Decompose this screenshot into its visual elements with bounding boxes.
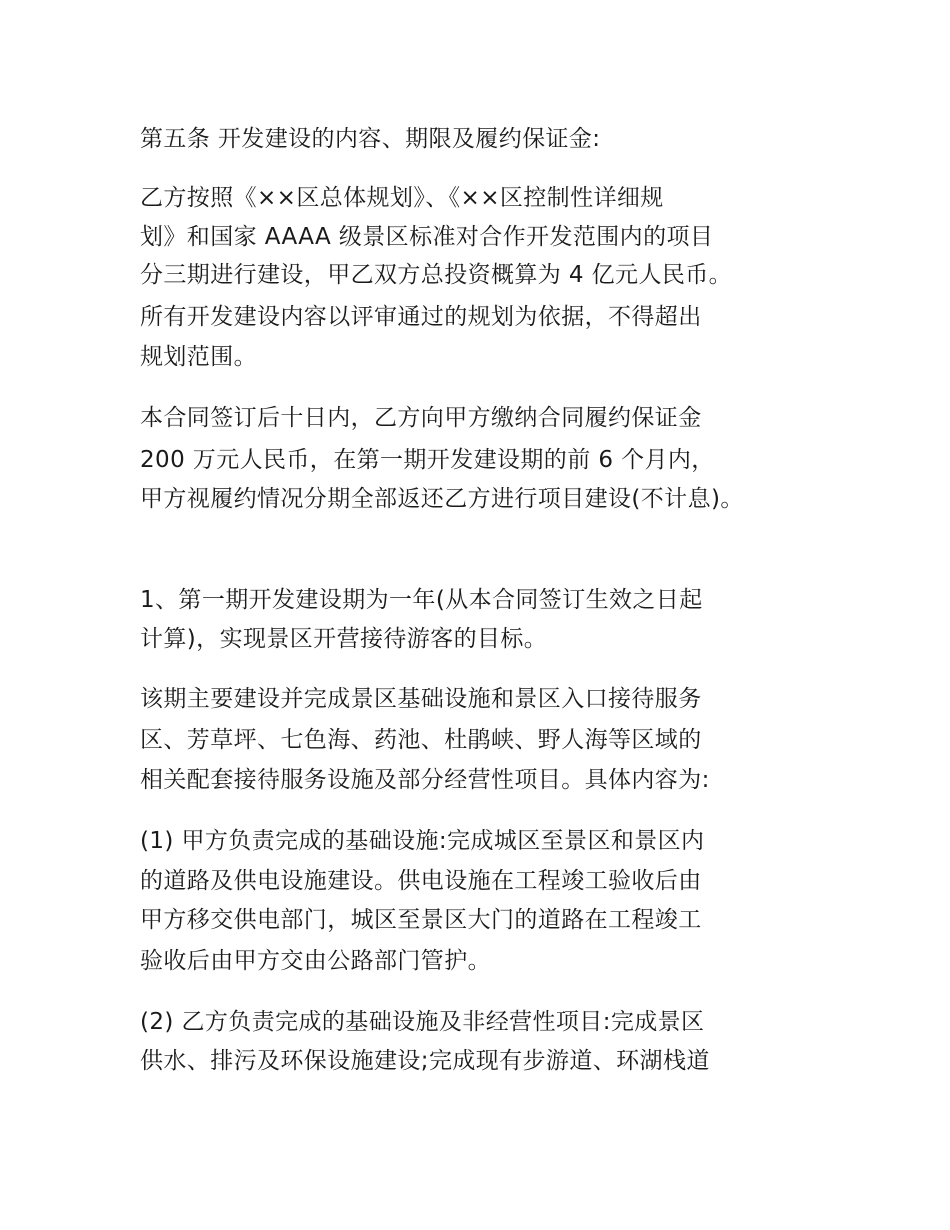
sub-item-line: (1) 甲方负责完成的基础设施:完成城区至景区和景区内 (140, 828, 705, 854)
paragraph-line: 乙方按照《××区总体规划》、《××区控制性详细规 (140, 185, 664, 211)
sub-item-line: 供水、排污及环保设施建设;完成现有步游道、环湖栈道 (140, 1048, 710, 1074)
list-item-line: 计算)，实现景区开营接待游客的目标。 (140, 626, 548, 652)
paragraph-line: 该期主要建设并完成景区基础设施和景区入口接待服务 (140, 686, 702, 712)
paragraph-line: 划》和国家 AAAA 级景区标准对合作开发范围内的项目 (140, 224, 714, 250)
sub-item-line: (2) 乙方负责完成的基础设施及非经营性项目:完成景区 (140, 1009, 705, 1035)
paragraph-line: 所有开发建设内容以评审通过的规划为依据，不得超出 (140, 304, 702, 330)
paragraph-line: 甲方视履约情况分期全部返还乙方进行项目建设(不计息)。 (140, 486, 744, 512)
paragraph-line: 区、芳草坪、七色海、药池、杜鹃峡、野人海等区域的 (140, 727, 702, 753)
list-item-line: 1、第一期开发建设期为一年(从本合同签订生效之日起 (140, 587, 703, 613)
sub-item-line: 甲方移交供电部门，城区至景区大门的道路在工程竣工 (140, 907, 702, 933)
article-heading: 第五条 开发建设的内容、期限及履约保证金: (140, 126, 601, 152)
sub-item-line: 的道路及供电设施建设。供电设施在工程竣工验收后由 (140, 868, 702, 894)
paragraph-line: 相关配套接待服务设施及部分经营性项目。具体内容为: (140, 767, 710, 793)
sub-item-line: 验收后由甲方交由公路部门管护。 (140, 948, 491, 974)
paragraph-line: 200 万元人民币，在第一期开发建设期的前 6 个月内， (140, 447, 715, 473)
paragraph-line: 本合同签订后十日内，乙方向甲方缴纳合同履约保证金 (140, 405, 702, 431)
paragraph-line: 规划范围。 (140, 344, 257, 370)
paragraph-line: 分三期进行建设，甲乙双方总投资概算为 4 亿元人民币。 (140, 262, 733, 288)
